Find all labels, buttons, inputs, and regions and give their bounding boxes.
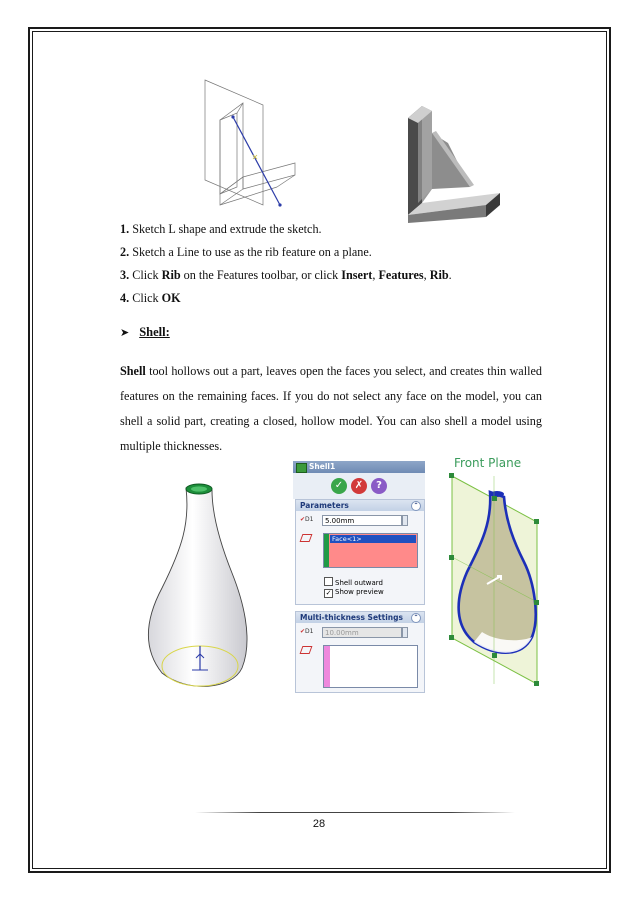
step-text: Sketch a Line to use as the rib feature on a plane. — [129, 245, 372, 259]
step-text: , — [423, 268, 430, 282]
page-number: 28 — [312, 818, 326, 830]
footer-divider — [195, 812, 515, 813]
step-number: 1. — [120, 222, 130, 236]
arrowhead-bullet-icon: ➤ — [120, 326, 130, 339]
multi-thickness-header[interactable] — [296, 612, 424, 623]
step-text: . — [448, 268, 452, 282]
paragraph-line: shell a solid part, creating a closed, hollow model. You can also shell a model using — [120, 414, 542, 428]
panel-button-row — [293, 473, 425, 499]
rib-sketch-figure — [195, 75, 315, 210]
paragraph-line: features on the remaining faces. If you do not select any face on the model, you can — [120, 389, 542, 403]
step-number: 2. — [120, 245, 130, 259]
paragraph-line: Shell tool hollows out a part, leaves open the faces you select, and creates thin walled — [120, 364, 542, 378]
parameters-label: Parameters — [300, 501, 349, 510]
multi-faces-list[interactable] — [323, 645, 418, 688]
thickness-input[interactable]: 5.00mm — [322, 515, 402, 526]
cancel-x-icon[interactable]: ✗ — [351, 478, 367, 494]
shell-feature-icon — [296, 463, 307, 473]
step-emph: OK — [161, 291, 181, 305]
face-item[interactable]: Face<1> — [330, 535, 416, 543]
vase-model-figure — [142, 478, 267, 693]
section-heading-text: Shell: — [139, 325, 170, 339]
step-text: , — [372, 268, 379, 282]
shell-description — [120, 359, 542, 459]
ok-check-icon[interactable]: ✓ — [331, 478, 347, 494]
faces-icon — [300, 534, 313, 542]
step-4 — [120, 291, 181, 306]
multi-faces-icon — [300, 646, 313, 654]
section-heading — [120, 325, 170, 340]
step-text: Sketch L shape and extrude the sketch. — [129, 222, 322, 236]
step-number: 3. — [120, 268, 130, 282]
thickness-icon: ✔D1 — [300, 516, 314, 523]
multi-faces-color-bar — [324, 646, 330, 687]
paragraph-lead: Shell — [120, 364, 146, 378]
multi-thickness-input[interactable]: 10.00mm — [322, 627, 402, 638]
step-number: 4. — [120, 291, 130, 305]
shell-outward-checkbox[interactable]: Shell outward — [324, 577, 383, 587]
multi-thickness-label: Multi-thickness Settings — [300, 613, 403, 622]
paragraph-line: multiple thicknesses. — [120, 439, 223, 453]
step-2 — [120, 245, 372, 260]
step-1 — [120, 222, 322, 237]
step-text: on the Features toolbar, or click — [180, 268, 342, 282]
shell-property-panel — [293, 461, 425, 692]
thickness-spinner[interactable] — [402, 515, 408, 526]
plane-label: Front Plane — [454, 456, 522, 470]
step-emph: Insert — [341, 268, 373, 282]
help-question-icon[interactable]: ? — [371, 478, 387, 494]
panel-title: Shell1 — [309, 462, 336, 471]
parameters-group — [295, 499, 425, 605]
rib-result-figure — [400, 93, 505, 223]
step-emph: Rib — [429, 268, 449, 282]
step-emph: Rib — [161, 268, 181, 282]
show-preview-checkbox[interactable]: ✓ Show preview — [325, 588, 384, 597]
multi-thickness-group — [295, 611, 425, 693]
shelled-vase-figure — [442, 452, 557, 692]
collapse-chevron-icon[interactable]: ⌃ — [411, 613, 421, 623]
faces-list[interactable] — [323, 533, 418, 568]
step-text: Click — [129, 291, 162, 305]
multi-thickness-icon: ✔D1 — [300, 628, 314, 635]
multi-thickness-spinner[interactable] — [402, 627, 408, 638]
parameters-header[interactable] — [296, 500, 424, 511]
step-emph: Features — [378, 268, 424, 282]
panel-title-bar — [293, 461, 425, 473]
collapse-chevron-icon[interactable]: ⌃ — [411, 501, 421, 511]
rib-line — [233, 117, 280, 205]
step-text: Click — [129, 268, 162, 282]
step-3 — [120, 268, 452, 283]
